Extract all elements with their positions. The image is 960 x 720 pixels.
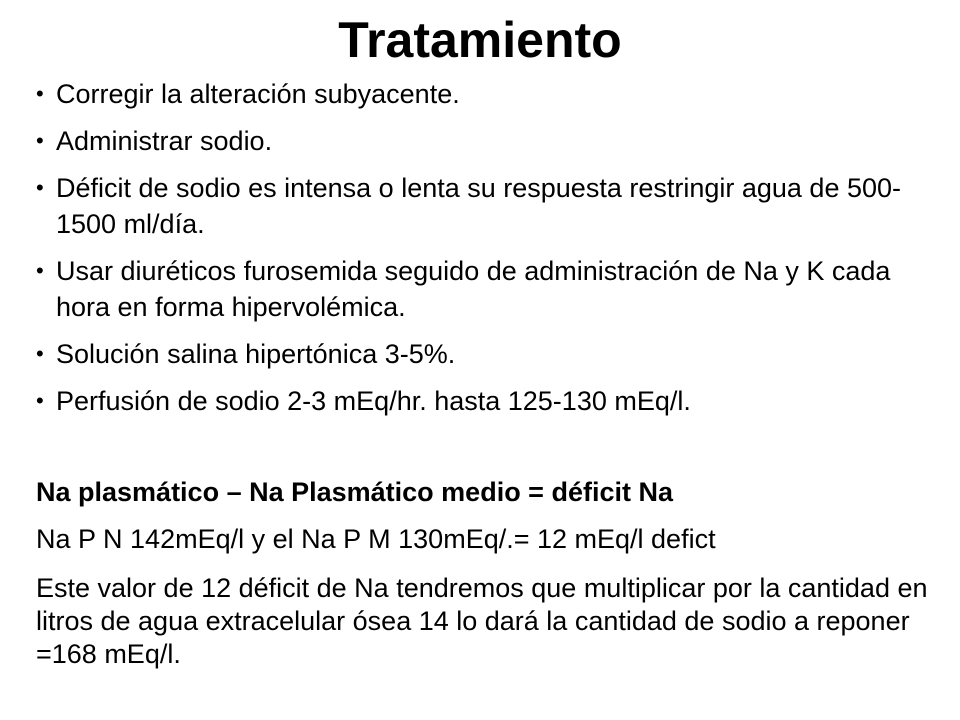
bullet-icon: • — [36, 175, 44, 200]
bullet-item — [36, 253, 936, 325]
bullet-icon: • — [36, 258, 44, 283]
slide-title: Tratamiento — [338, 12, 622, 68]
bullet-item — [36, 76, 936, 112]
bullet-text: Administrar sodio. — [56, 126, 273, 156]
deficit-formula: Na plasmático – Na Plasmático medio = déficit Na — [36, 477, 673, 507]
bullet-icon: • — [36, 341, 44, 366]
bullet-icon: • — [36, 388, 44, 413]
bullet-text: Usar diuréticos furosemida seguido de administración de Na y K cada hora en forma hipervolémica. — [56, 256, 891, 322]
bullet-item — [36, 336, 936, 372]
bullet-item — [36, 123, 936, 159]
bullet-text: Solución salina hipertónica 3-5%. — [56, 339, 456, 369]
bullet-text: Corregir la alteración subyacente. — [56, 79, 460, 109]
deficit-calculation: Na P N 142mEq/l y el Na P M 130mEq/.= 12 mEq/l defict — [36, 524, 716, 554]
bullet-text: Perfusión de sodio 2-3 mEq/hr. hasta 125-130 mEq/l. — [56, 386, 691, 416]
bullet-icon: • — [36, 128, 44, 153]
deficit-explanation: Este valor de 12 déficit de Na tendremos que multiplicar por la cantidad en litros de agua extracelular ósea 14 lo dará la cantidad de sodio a reponer =168 mEq/l. — [36, 573, 928, 669]
bullet-item — [36, 170, 936, 242]
bullet-icon: • — [36, 81, 44, 106]
bullet-text: Déficit de sodio es intensa o lenta su respuesta restringir agua de 500-1500 ml/día. — [56, 173, 902, 239]
bullet-list — [36, 76, 936, 430]
bullet-item — [36, 383, 936, 419]
